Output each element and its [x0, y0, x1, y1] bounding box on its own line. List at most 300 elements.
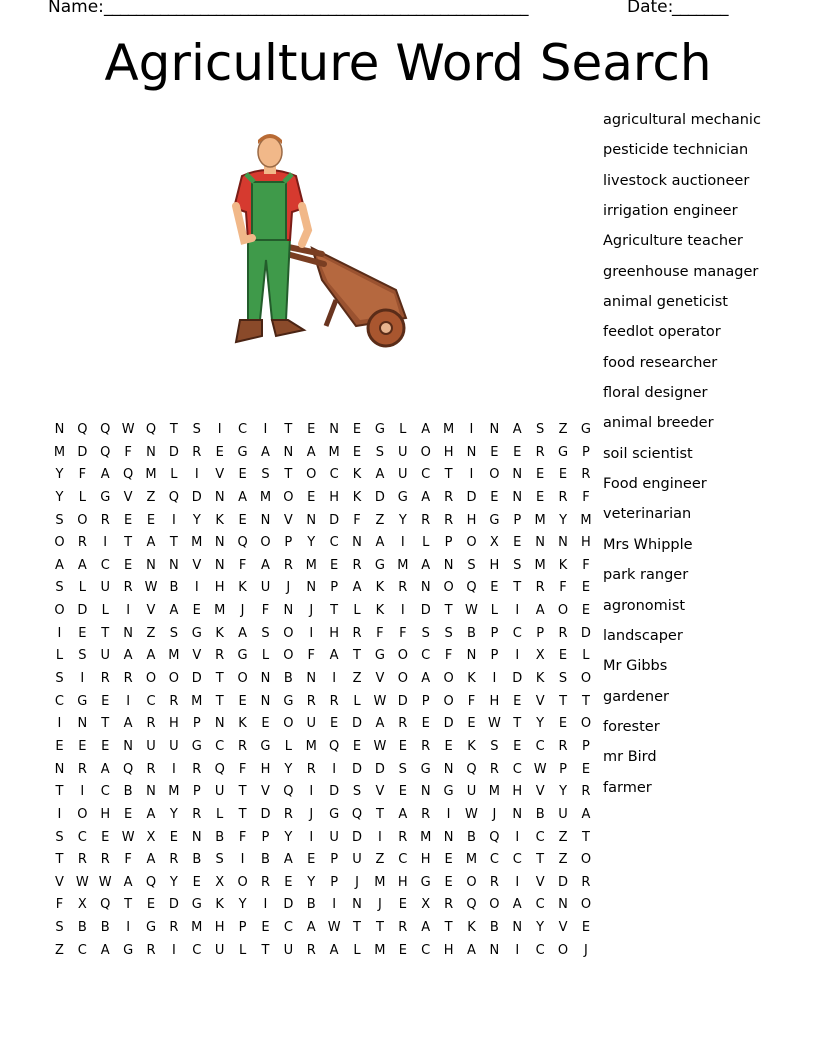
grid-letter[interactable]: A — [421, 489, 431, 505]
grid-letter[interactable]: H — [397, 874, 408, 890]
grid-letter[interactable]: R — [192, 806, 202, 822]
grid-letter[interactable]: F — [261, 603, 270, 619]
grid-letter[interactable]: E — [490, 580, 499, 596]
grid-letter[interactable]: A — [512, 422, 522, 437]
grid-letter[interactable]: M — [374, 874, 386, 890]
grid-letter[interactable]: T — [581, 829, 590, 845]
grid-letter[interactable]: T — [513, 580, 522, 596]
grid-letter[interactable]: V — [192, 648, 202, 664]
grid-letter[interactable]: R — [558, 738, 568, 754]
grid-letter[interactable]: G — [558, 444, 569, 460]
grid-letter[interactable]: U — [306, 716, 316, 732]
grid-letter[interactable]: N — [489, 422, 500, 437]
grid-letter[interactable]: C — [329, 467, 339, 483]
grid-letter[interactable]: M — [168, 784, 180, 800]
grid-letter[interactable]: Z — [352, 671, 362, 687]
grid-letter[interactable]: D — [374, 761, 385, 777]
grid-letter[interactable]: K — [375, 580, 385, 596]
grid-letter[interactable]: V — [375, 784, 385, 800]
grid-letter[interactable]: C — [421, 942, 431, 958]
grid-letter[interactable]: W — [121, 422, 135, 437]
grid-letter[interactable]: K — [352, 467, 362, 483]
grid-letter[interactable]: C — [512, 852, 522, 868]
grid-letter[interactable]: K — [215, 512, 224, 528]
grid-letter[interactable]: F — [124, 444, 132, 460]
grid-letter[interactable]: F — [467, 693, 476, 709]
grid-letter[interactable]: Y — [398, 512, 407, 528]
grid-letter[interactable]: N — [77, 716, 88, 732]
grid-letter[interactable]: L — [582, 648, 590, 664]
grid-letter[interactable]: O — [489, 467, 500, 483]
grid-letter[interactable]: A — [421, 920, 431, 936]
grid-letter[interactable]: Y — [307, 535, 316, 551]
grid-letter[interactable]: I — [515, 874, 520, 890]
grid-letter[interactable]: D — [352, 829, 363, 845]
grid-letter[interactable]: E — [330, 557, 339, 573]
grid-letter[interactable]: G — [145, 920, 157, 936]
grid-letter[interactable]: R — [283, 557, 293, 573]
grid-letter[interactable]: T — [238, 784, 247, 800]
grid-letter[interactable]: C — [535, 829, 545, 845]
grid-letter[interactable]: T — [238, 806, 247, 822]
grid-letter[interactable]: H — [489, 693, 500, 709]
grid-letter[interactable]: I — [469, 422, 474, 437]
grid-letter[interactable]: L — [101, 603, 109, 619]
grid-letter[interactable]: I — [126, 920, 131, 936]
grid-letter[interactable]: U — [352, 852, 362, 868]
grid-letter[interactable]: R — [169, 693, 179, 709]
grid-letter[interactable]: R — [398, 580, 408, 596]
grid-letter[interactable]: U — [100, 648, 110, 664]
grid-letter[interactable]: N — [443, 829, 454, 845]
grid-letter[interactable]: L — [490, 603, 498, 619]
grid-letter[interactable]: G — [489, 512, 500, 528]
grid-letter[interactable]: Y — [307, 874, 316, 890]
grid-letter[interactable]: G — [374, 557, 385, 573]
grid-letter[interactable]: F — [238, 829, 247, 845]
grid-letter[interactable]: C — [535, 942, 545, 958]
grid-letter[interactable]: V — [535, 874, 545, 890]
grid-letter[interactable]: A — [261, 557, 270, 573]
grid-letter[interactable]: J — [240, 603, 245, 619]
grid-letter[interactable]: B — [467, 829, 476, 845]
grid-letter[interactable]: M — [191, 920, 203, 936]
grid-letter[interactable]: J — [309, 806, 314, 822]
grid-letter[interactable]: B — [215, 829, 225, 845]
grid-letter[interactable]: X — [146, 829, 156, 845]
grid-letter[interactable]: Y — [55, 467, 64, 483]
grid-letter[interactable]: N — [443, 761, 454, 777]
grid-letter[interactable]: B — [169, 580, 179, 596]
grid-letter[interactable]: N — [214, 557, 225, 573]
grid-letter[interactable]: N — [420, 580, 431, 596]
grid-letter[interactable]: E — [124, 512, 133, 528]
grid-letter[interactable]: E — [581, 603, 591, 619]
grid-letter[interactable]: H — [329, 625, 340, 641]
grid-letter[interactable]: C — [512, 625, 522, 641]
grid-letter[interactable]: E — [169, 829, 178, 845]
grid-letter[interactable]: W — [533, 761, 547, 777]
grid-letter[interactable]: R — [489, 761, 499, 777]
grid-letter[interactable]: U — [558, 806, 568, 822]
grid-letter[interactable]: D — [512, 671, 523, 687]
grid-letter[interactable]: R — [329, 693, 339, 709]
grid-letter[interactable]: O — [54, 535, 65, 551]
grid-letter[interactable]: Q — [489, 829, 500, 845]
grid-letter[interactable]: Q — [123, 467, 134, 483]
grid-letter[interactable]: R — [421, 806, 431, 822]
grid-letter[interactable]: P — [330, 580, 339, 596]
grid-letter[interactable]: R — [100, 671, 110, 687]
grid-letter[interactable]: A — [512, 897, 522, 913]
grid-letter[interactable]: G — [191, 897, 202, 913]
grid-letter[interactable]: C — [535, 738, 545, 754]
grid-letter[interactable]: R — [535, 444, 545, 460]
grid-letter[interactable]: N — [558, 897, 568, 913]
grid-letter[interactable]: H — [581, 535, 591, 551]
grid-letter[interactable]: J — [377, 897, 382, 913]
grid-letter[interactable]: T — [284, 422, 293, 437]
grid-letter[interactable]: A — [238, 625, 248, 641]
grid-letter[interactable]: O — [443, 693, 454, 709]
grid-letter[interactable]: R — [77, 852, 87, 868]
grid-letter[interactable]: C — [535, 897, 545, 913]
grid-letter[interactable]: S — [261, 625, 270, 641]
grid-letter[interactable]: E — [101, 693, 110, 709]
grid-letter[interactable]: M — [465, 852, 478, 868]
grid-letter[interactable]: R — [100, 852, 110, 868]
grid-letter[interactable]: T — [215, 693, 224, 709]
grid-letter[interactable]: E — [558, 648, 568, 664]
grid-letter[interactable]: R — [283, 806, 293, 822]
grid-letter[interactable]: E — [101, 738, 110, 754]
grid-letter[interactable]: P — [582, 738, 590, 754]
grid-letter[interactable]: E — [581, 761, 591, 777]
grid-letter[interactable]: Z — [375, 852, 385, 868]
grid-letter[interactable]: B — [77, 920, 87, 936]
grid-letter[interactable]: W — [144, 580, 158, 596]
grid-letter[interactable]: Y — [169, 874, 178, 890]
grid-letter[interactable]: D — [352, 716, 363, 732]
grid-letter[interactable]: I — [515, 648, 520, 664]
grid-letter[interactable]: F — [353, 512, 361, 528]
grid-letter[interactable]: M — [374, 942, 386, 958]
grid-letter[interactable]: H — [512, 784, 523, 800]
grid-letter[interactable]: F — [444, 648, 453, 664]
grid-letter[interactable]: M — [259, 489, 272, 505]
grid-letter[interactable]: A — [329, 942, 339, 958]
grid-letter[interactable]: E — [444, 874, 453, 890]
grid-letter[interactable]: Q — [466, 897, 477, 913]
grid-letter[interactable]: E — [146, 512, 156, 528]
grid-letter[interactable]: A — [100, 761, 110, 777]
grid-letter[interactable]: N — [558, 535, 568, 551]
grid-letter[interactable]: E — [284, 874, 293, 890]
grid-letter[interactable]: W — [487, 716, 501, 732]
grid-letter[interactable]: F — [124, 852, 132, 868]
grid-letter[interactable]: U — [466, 784, 477, 800]
grid-letter[interactable]: J — [355, 874, 359, 890]
grid-letter[interactable]: R — [123, 580, 133, 596]
grid-letter[interactable]: Y — [284, 829, 293, 845]
name-field[interactable]: _____________________________________________________ — [104, 0, 528, 17]
grid-letter[interactable]: Q — [145, 422, 157, 437]
grid-letter[interactable]: A — [421, 422, 431, 437]
grid-letter[interactable]: G — [123, 942, 134, 958]
grid-letter[interactable]: W — [373, 738, 387, 754]
grid-letter[interactable]: S — [490, 738, 499, 754]
grid-letter[interactable]: X — [77, 897, 87, 913]
grid-letter[interactable]: S — [444, 625, 453, 641]
grid-letter[interactable]: Y — [536, 920, 545, 936]
grid-letter[interactable]: S — [398, 761, 407, 777]
grid-letter[interactable]: U — [283, 942, 294, 958]
grid-letter[interactable]: A — [581, 806, 591, 822]
grid-letter[interactable]: I — [126, 693, 131, 709]
grid-letter[interactable]: B — [123, 784, 133, 800]
grid-letter[interactable]: O — [237, 671, 248, 687]
grid-letter[interactable]: E — [192, 874, 201, 890]
grid-letter[interactable]: B — [283, 671, 293, 687]
grid-letter[interactable]: K — [375, 603, 385, 619]
grid-letter[interactable]: P — [582, 444, 590, 460]
grid-letter[interactable]: A — [123, 716, 133, 732]
grid-letter[interactable]: N — [283, 444, 294, 460]
grid-letter[interactable]: L — [353, 942, 361, 958]
grid-letter[interactable]: M — [534, 512, 546, 528]
grid-letter[interactable]: E — [581, 580, 591, 596]
grid-letter[interactable]: V — [215, 467, 225, 483]
grid-letter[interactable]: R — [306, 761, 316, 777]
grid-letter[interactable]: R — [77, 535, 87, 551]
grid-letter[interactable]: N — [329, 422, 339, 437]
grid-letter[interactable]: F — [78, 467, 87, 483]
grid-letter[interactable]: G — [397, 489, 408, 505]
grid-letter[interactable]: O — [283, 716, 294, 732]
grid-letter[interactable]: I — [240, 852, 245, 868]
grid-letter[interactable]: S — [192, 422, 201, 437]
grid-letter[interactable]: Y — [284, 761, 293, 777]
grid-letter[interactable]: T — [330, 603, 339, 619]
grid-letter[interactable]: S — [261, 467, 270, 483]
grid-letter[interactable]: L — [422, 535, 430, 551]
grid-letter[interactable]: T — [375, 920, 384, 936]
grid-letter[interactable]: E — [513, 693, 522, 709]
grid-letter[interactable]: G — [283, 693, 294, 709]
grid-letter[interactable]: I — [400, 603, 405, 619]
grid-letter[interactable]: R — [169, 920, 179, 936]
grid-letter[interactable]: N — [512, 467, 523, 483]
grid-letter[interactable]: R — [421, 512, 431, 528]
grid-letter[interactable]: J — [584, 942, 588, 958]
grid-letter[interactable]: R — [77, 761, 87, 777]
grid-letter[interactable]: P — [490, 648, 499, 664]
grid-letter[interactable]: G — [420, 761, 431, 777]
grid-letter[interactable]: M — [145, 467, 157, 483]
grid-letter[interactable]: O — [466, 874, 477, 890]
grid-letter[interactable]: O — [283, 648, 294, 664]
grid-letter[interactable]: L — [55, 648, 64, 664]
grid-letter[interactable]: F — [55, 897, 64, 913]
grid-letter[interactable]: N — [146, 784, 156, 800]
grid-letter[interactable]: M — [53, 444, 66, 460]
grid-letter[interactable]: Q — [237, 535, 248, 551]
grid-letter[interactable]: O — [580, 897, 592, 913]
grid-letter[interactable]: J — [286, 580, 291, 596]
grid-letter[interactable]: A — [467, 942, 476, 958]
grid-letter[interactable]: N — [420, 784, 431, 800]
grid-letter[interactable]: I — [332, 897, 337, 913]
grid-letter[interactable]: M — [305, 557, 317, 573]
grid-letter[interactable]: T — [559, 693, 568, 709]
grid-letter[interactable]: L — [353, 693, 361, 709]
grid-letter[interactable]: Y — [238, 897, 247, 913]
grid-letter[interactable]: D — [260, 806, 271, 822]
grid-letter[interactable]: L — [170, 467, 178, 483]
grid-letter[interactable]: A — [100, 467, 110, 483]
grid-letter[interactable]: T — [375, 806, 384, 822]
grid-letter[interactable]: R — [398, 920, 408, 936]
grid-letter[interactable]: Q — [351, 806, 363, 822]
grid-letter[interactable]: H — [420, 852, 431, 868]
grid-letter[interactable]: P — [444, 535, 453, 551]
grid-letter[interactable]: G — [420, 874, 431, 890]
grid-letter[interactable]: T — [124, 535, 133, 551]
grid-letter[interactable]: R — [398, 829, 408, 845]
grid-letter[interactable]: R — [398, 716, 408, 732]
grid-letter[interactable]: E — [124, 557, 133, 573]
grid-letter[interactable]: A — [421, 557, 431, 573]
grid-letter[interactable]: O — [168, 671, 180, 687]
grid-letter[interactable]: I — [103, 535, 108, 551]
grid-letter[interactable]: E — [536, 467, 545, 483]
grid-letter[interactable]: E — [513, 738, 522, 754]
grid-letter[interactable]: M — [488, 784, 500, 800]
grid-letter[interactable]: W — [465, 806, 478, 822]
grid-letter[interactable]: Z — [558, 422, 568, 437]
grid-letter[interactable]: S — [513, 557, 522, 573]
grid-letter[interactable]: C — [77, 829, 87, 845]
grid-letter[interactable]: E — [558, 467, 568, 483]
grid-letter[interactable]: Z — [558, 852, 568, 868]
grid-letter[interactable]: Q — [100, 422, 111, 437]
grid-letter[interactable]: F — [238, 761, 247, 777]
grid-letter[interactable]: C — [398, 852, 408, 868]
grid-letter[interactable]: I — [515, 829, 520, 845]
grid-letter[interactable]: D — [77, 603, 88, 619]
grid-letter[interactable]: T — [169, 535, 178, 551]
grid-letter[interactable]: Y — [536, 716, 545, 732]
grid-letter[interactable]: E — [398, 942, 407, 958]
grid-letter[interactable]: O — [489, 897, 500, 913]
grid-letter[interactable]: E — [78, 625, 87, 641]
grid-letter[interactable]: U — [100, 580, 110, 596]
grid-letter[interactable]: G — [77, 693, 88, 709]
grid-letter[interactable]: B — [535, 806, 545, 822]
grid-letter[interactable]: R — [421, 738, 431, 754]
grid-letter[interactable]: N — [260, 512, 271, 528]
grid-letter[interactable]: D — [77, 444, 88, 460]
grid-letter[interactable]: N — [283, 603, 294, 619]
grid-letter[interactable]: O — [580, 716, 592, 732]
grid-letter[interactable]: Q — [283, 784, 294, 800]
grid-letter[interactable]: P — [284, 535, 293, 551]
grid-letter[interactable]: O — [580, 671, 592, 687]
grid-letter[interactable]: O — [54, 603, 65, 619]
grid-letter[interactable]: A — [169, 603, 179, 619]
grid-letter[interactable]: F — [399, 625, 407, 641]
grid-letter[interactable]: S — [78, 648, 87, 664]
grid-letter[interactable]: K — [535, 671, 545, 687]
grid-letter[interactable]: T — [353, 920, 361, 936]
grid-letter[interactable]: R — [100, 512, 110, 528]
grid-letter[interactable]: N — [443, 557, 454, 573]
grid-letter[interactable]: E — [513, 444, 522, 460]
grid-letter[interactable]: D — [283, 897, 294, 913]
grid-letter[interactable]: I — [263, 897, 268, 913]
grid-letter[interactable]: E — [78, 738, 87, 754]
grid-letter[interactable]: E — [238, 512, 247, 528]
grid-letter[interactable]: N — [123, 738, 133, 754]
grid-letter[interactable]: U — [214, 784, 225, 800]
grid-letter[interactable]: I — [57, 625, 62, 641]
grid-letter[interactable]: D — [558, 874, 569, 890]
grid-letter[interactable]: N — [214, 489, 225, 505]
grid-letter[interactable]: P — [330, 874, 339, 890]
grid-letter[interactable]: N — [260, 693, 271, 709]
grid-letter[interactable]: Q — [466, 580, 477, 596]
grid-letter[interactable]: R — [535, 580, 545, 596]
grid-letter[interactable]: T — [581, 693, 590, 709]
grid-letter[interactable]: W — [75, 874, 89, 890]
grid-letter[interactable]: U — [260, 580, 271, 596]
grid-letter[interactable]: T — [353, 648, 361, 664]
grid-letter[interactable]: E — [261, 716, 270, 732]
grid-letter[interactable]: S — [467, 557, 476, 573]
grid-letter[interactable]: H — [169, 716, 179, 732]
grid-letter[interactable]: O — [145, 671, 157, 687]
grid-letter[interactable]: T — [444, 603, 453, 619]
grid-letter[interactable]: T — [55, 784, 64, 800]
grid-letter[interactable]: N — [535, 535, 546, 551]
grid-letter[interactable]: R — [558, 625, 568, 641]
grid-letter[interactable]: E — [124, 806, 133, 822]
grid-letter[interactable]: T — [55, 852, 64, 868]
grid-letter[interactable]: A — [146, 806, 156, 822]
grid-letter[interactable]: C — [489, 852, 499, 868]
grid-letter[interactable]: G — [260, 738, 271, 754]
grid-letter[interactable]: T — [124, 897, 133, 913]
grid-letter[interactable]: D — [352, 761, 363, 777]
grid-letter[interactable]: D — [168, 897, 179, 913]
grid-letter[interactable]: E — [352, 738, 362, 754]
grid-letter[interactable]: C — [100, 557, 110, 573]
grid-letter[interactable]: R — [146, 716, 156, 732]
grid-letter[interactable]: P — [261, 829, 270, 845]
grid-letter[interactable]: D — [580, 625, 591, 641]
grid-letter[interactable]: G — [191, 738, 202, 754]
grid-letter[interactable]: R — [306, 693, 316, 709]
grid-letter[interactable]: O — [306, 467, 317, 483]
grid-letter[interactable]: Q — [145, 874, 157, 890]
grid-letter[interactable]: U — [329, 829, 339, 845]
date-field[interactable]: _______ — [672, 0, 728, 17]
grid-letter[interactable]: E — [55, 738, 64, 754]
grid-letter[interactable]: G — [237, 444, 248, 460]
grid-letter[interactable]: T — [215, 671, 224, 687]
grid-letter[interactable]: U — [146, 738, 156, 754]
grid-letter[interactable]: E — [192, 603, 201, 619]
